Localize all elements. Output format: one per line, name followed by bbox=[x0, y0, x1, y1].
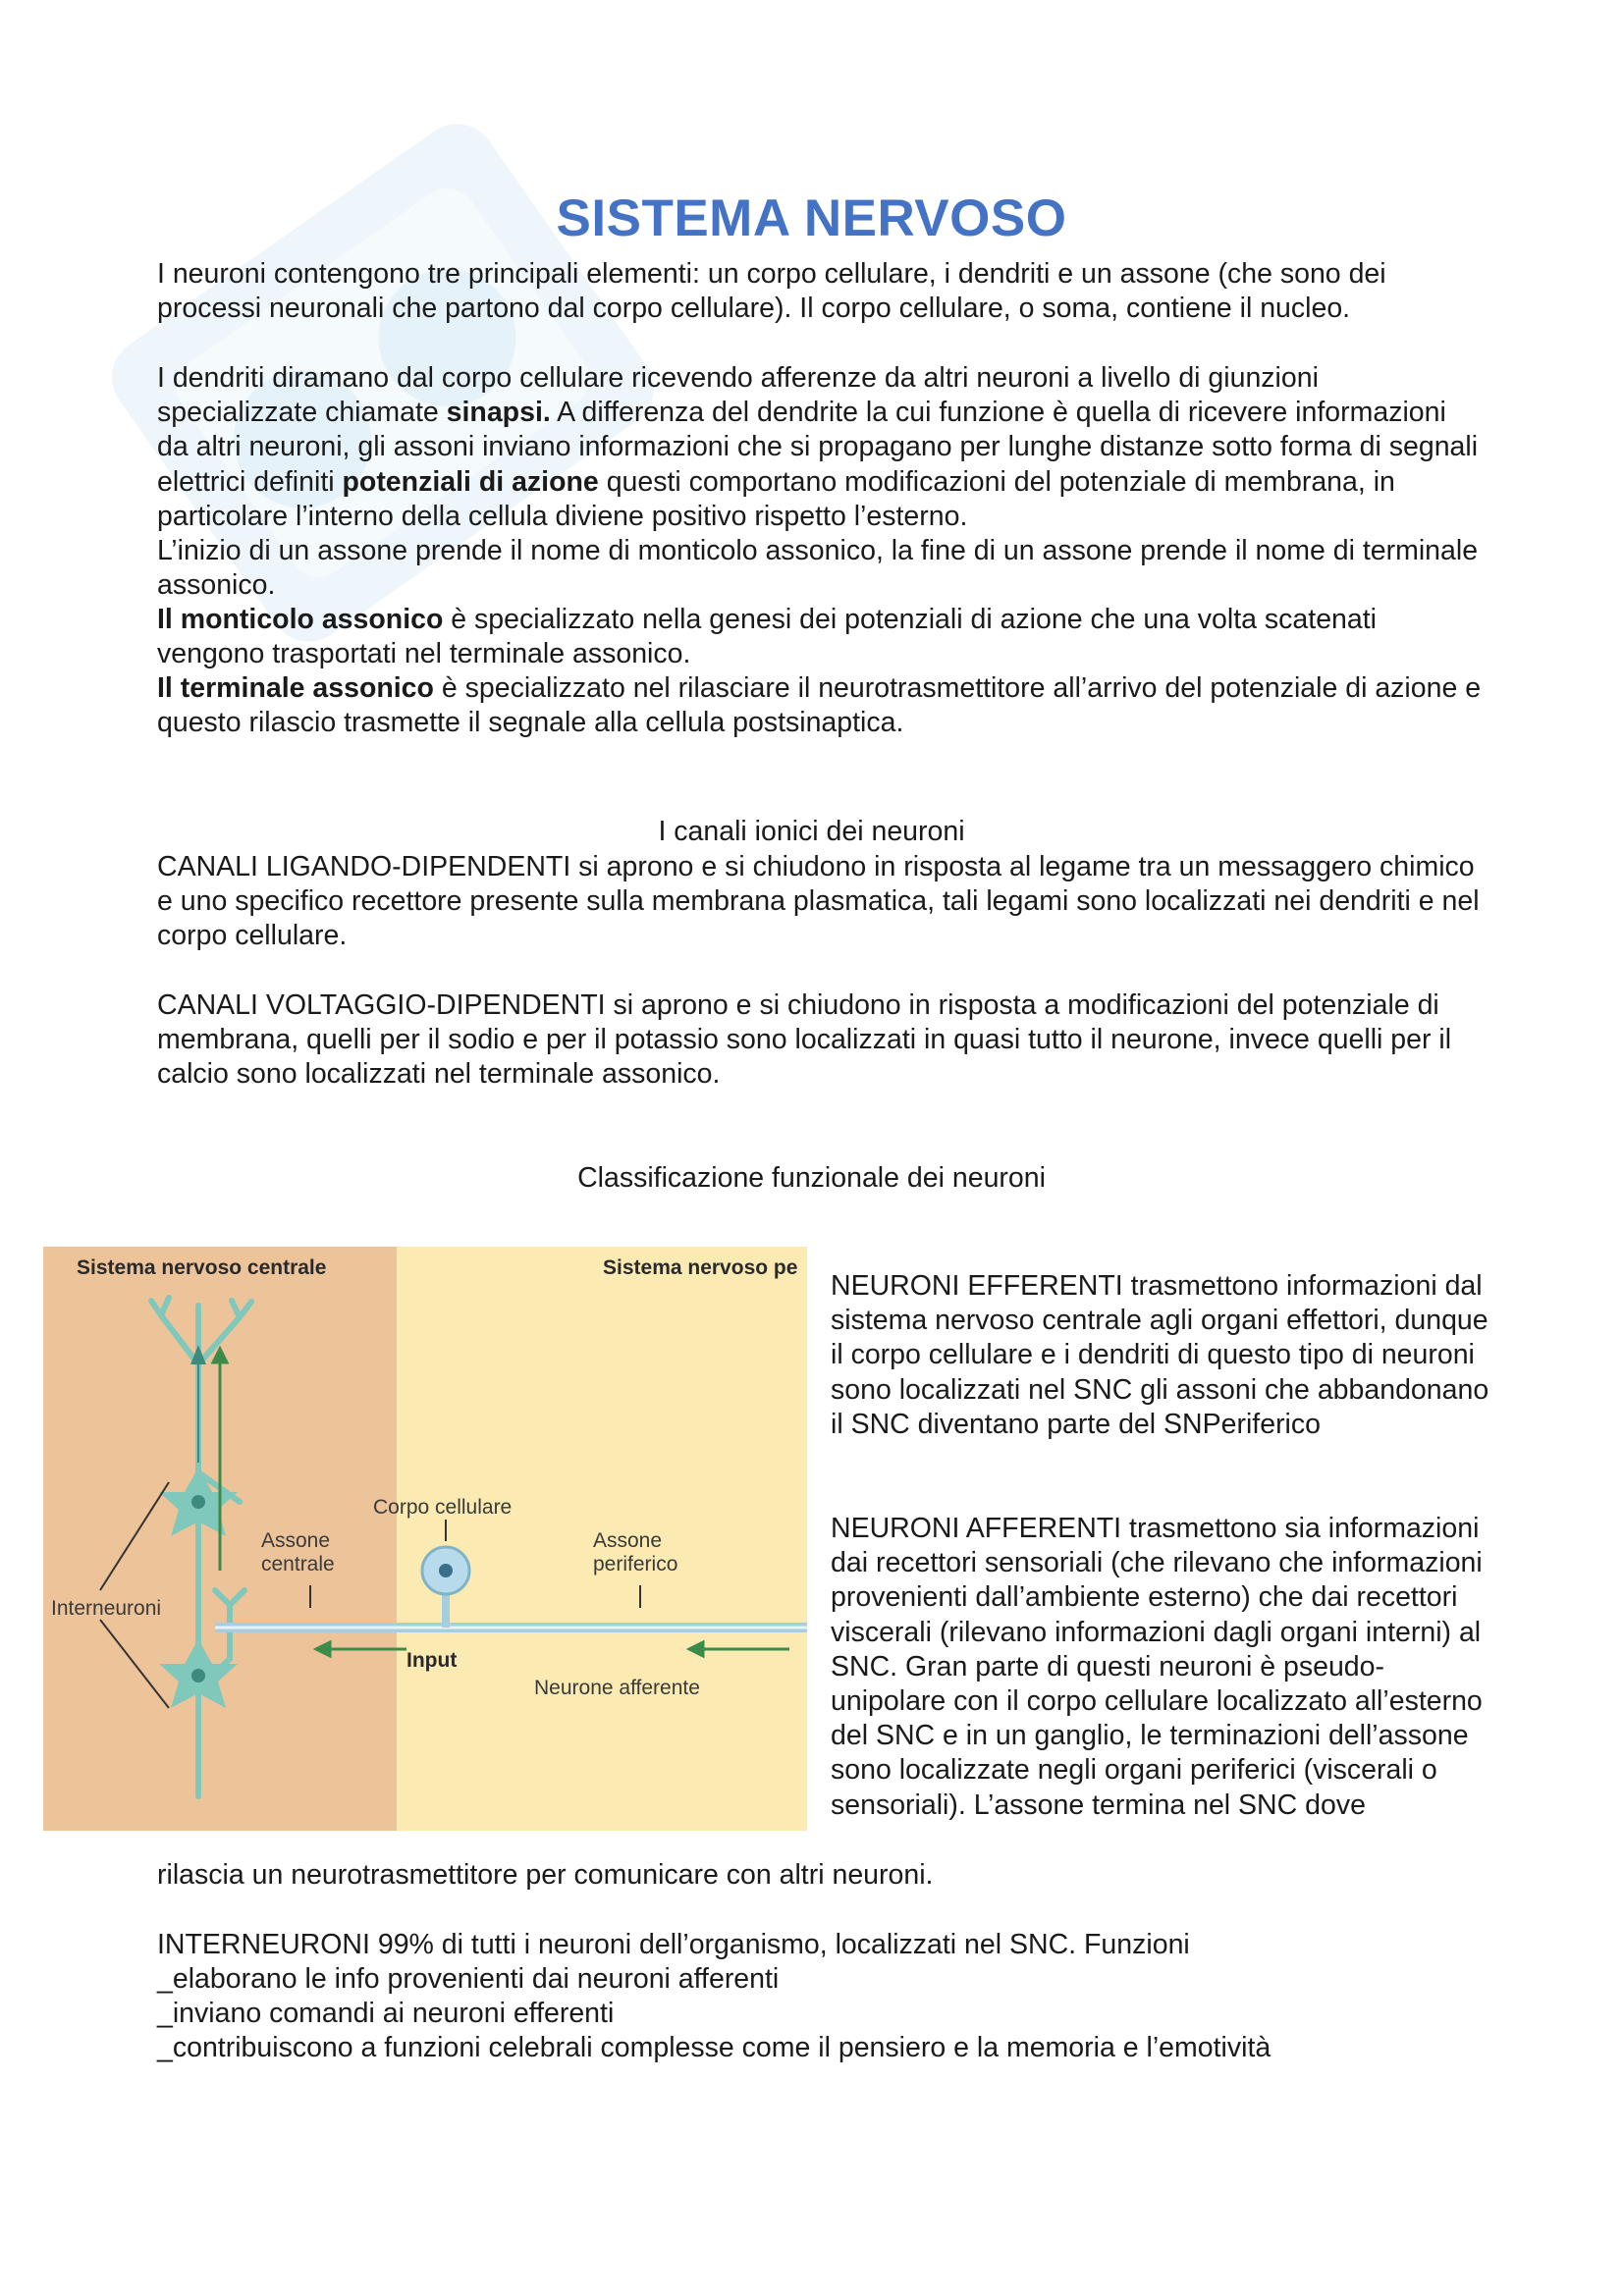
section-heading-canali: I canali ionici dei neuroni bbox=[658, 816, 965, 847]
label-assone-centrale-2: centrale bbox=[261, 1553, 335, 1575]
funzione-1: _elaborano le info provenienti dai neuroni afferenti bbox=[157, 1963, 780, 1995]
intro-paragraph-5: Il terminale assonico è specializzato nel rilasciare il neurotrasmettitore all’arrivo del potenziale di azione e questo rilascio trasmette il segnale alla cellula postsinaptica. bbox=[157, 672, 1482, 739]
paragraph-voltaggio: CANALI VOLTAGGIO-DIPENDENTI si aprono e si chiudono in risposta a modificazioni del potenziale di membrana, quelli per il sodio e per il potassio sono localizzati in quasi tutto il neurone, invece quelli per il calcio sono localizzati nel terminale assonico. bbox=[157, 989, 1452, 1091]
neuron-diagram bbox=[43, 1247, 807, 1831]
paragraph-afferenti: NEURONI AFFERENTI trasmettono sia informazioni dai recettori sensoriali (che rilevano che informazioni provenienti dall’ambiente esterno) che dai recettori viscerali (rilevano informazioni dagli organi interni) al SNC. Gran parte di questi neuroni è pseudo-unipolare con il corpo cellulare localizzato all’esterno del SNC e in un ganglio, le terminazioni dell’assone sono localizzate negli organi periferici (viscerali o sensoriali). L’assone termina nel SNC dove bbox=[831, 1513, 1483, 1821]
label-assone-periferico-1: Assone bbox=[593, 1529, 663, 1552]
funzione-3: _contribuiscono a funzioni celebrali complesse come il pensiero e la memoria e l’emotività bbox=[157, 2032, 1271, 2063]
paragraph-efferenti: NEURONI EFFERENTI trasmettono informazioni dal sistema nervoso centrale agli organi effettori, dunque il corpo cellulare e i dendriti di questo tipo di neuroni sono localizzati nel SNC gli assoni che abbandonano il SNC diventano parte del SNPeriferico bbox=[831, 1270, 1489, 1440]
label-corpo: Corpo cellulare bbox=[373, 1496, 513, 1519]
intro-paragraph-1: I neuroni contengono tre principali elementi: un corpo cellulare, i dendriti e un assone (che sono dei processi neuronali che partono dal corpo cellulare). Il corpo cellulare, o soma, contiene il nucleo. bbox=[157, 258, 1386, 325]
label-afferente: Neurone afferente bbox=[534, 1677, 700, 1699]
paragraph-afferenti-cont: rilascia un neurotrasmettitore per comunicare con altri neuroni. bbox=[157, 1859, 934, 1891]
label-interneuroni: Interneuroni bbox=[51, 1597, 162, 1620]
label-snp: Sistema nervoso pe bbox=[603, 1256, 798, 1279]
label-assone-centrale-1: Assone bbox=[261, 1529, 331, 1552]
label-snc: Sistema nervoso centrale bbox=[77, 1256, 327, 1279]
bold-potenziali: potenziali di azione bbox=[342, 465, 599, 498]
section-heading-classificazione: Classificazione funzionale dei neuroni bbox=[577, 1162, 1046, 1194]
intro-paragraph-2: I dendriti diramano dal corpo cellulare ricevendo afferenze da altri neuroni a livello di giunzioni specializzate chiamate sinapsi. A differenza del dendrite la cui funzione è quella di ricevere informazioni da altri neuroni, gli assoni inviano informazioni che si propagano per lunghe distanze sotto forma di segnali elettrici definiti potenziali di azione questi comportano modificazioni del potenziale di membrana, in particolare l’interno della cellula diviene positivo rispetto l’esterno. bbox=[157, 362, 1479, 532]
label-assone-periferico-2: periferico bbox=[593, 1553, 678, 1575]
paragraph-interneuroni: INTERNEURONI 99% di tutti i neuroni dell’organismo, localizzati nel SNC. Funzioni bbox=[157, 1929, 1190, 1960]
label-input: Input bbox=[406, 1649, 458, 1672]
intro-paragraph-4: Il monticolo assonico è specializzato nella genesi dei potenziali di azione che una volta scatenati vengono trasportati nel terminale assonico. bbox=[157, 604, 1377, 670]
bold-sinapsi: sinapsi. bbox=[446, 397, 551, 429]
paragraph-ligando: CANALI LIGANDO-DIPENDENTI si aprono e si chiudono in risposta al legame tra un messaggero chimico e uno specifico recettore presente sulla membrana plasmatica, tali legami sono localizzati nei dendriti e nel corpo cellulare. bbox=[157, 851, 1480, 952]
page-title: SISTEMA NERVOSO bbox=[556, 189, 1067, 247]
intro-paragraph-3: L’inizio di un assone prende il nome di monticolo assonico, la fine di un assone prende il nome di terminale assonico. bbox=[157, 535, 1479, 602]
funzione-2: _inviano comandi ai neuroni efferenti bbox=[157, 1998, 615, 2029]
